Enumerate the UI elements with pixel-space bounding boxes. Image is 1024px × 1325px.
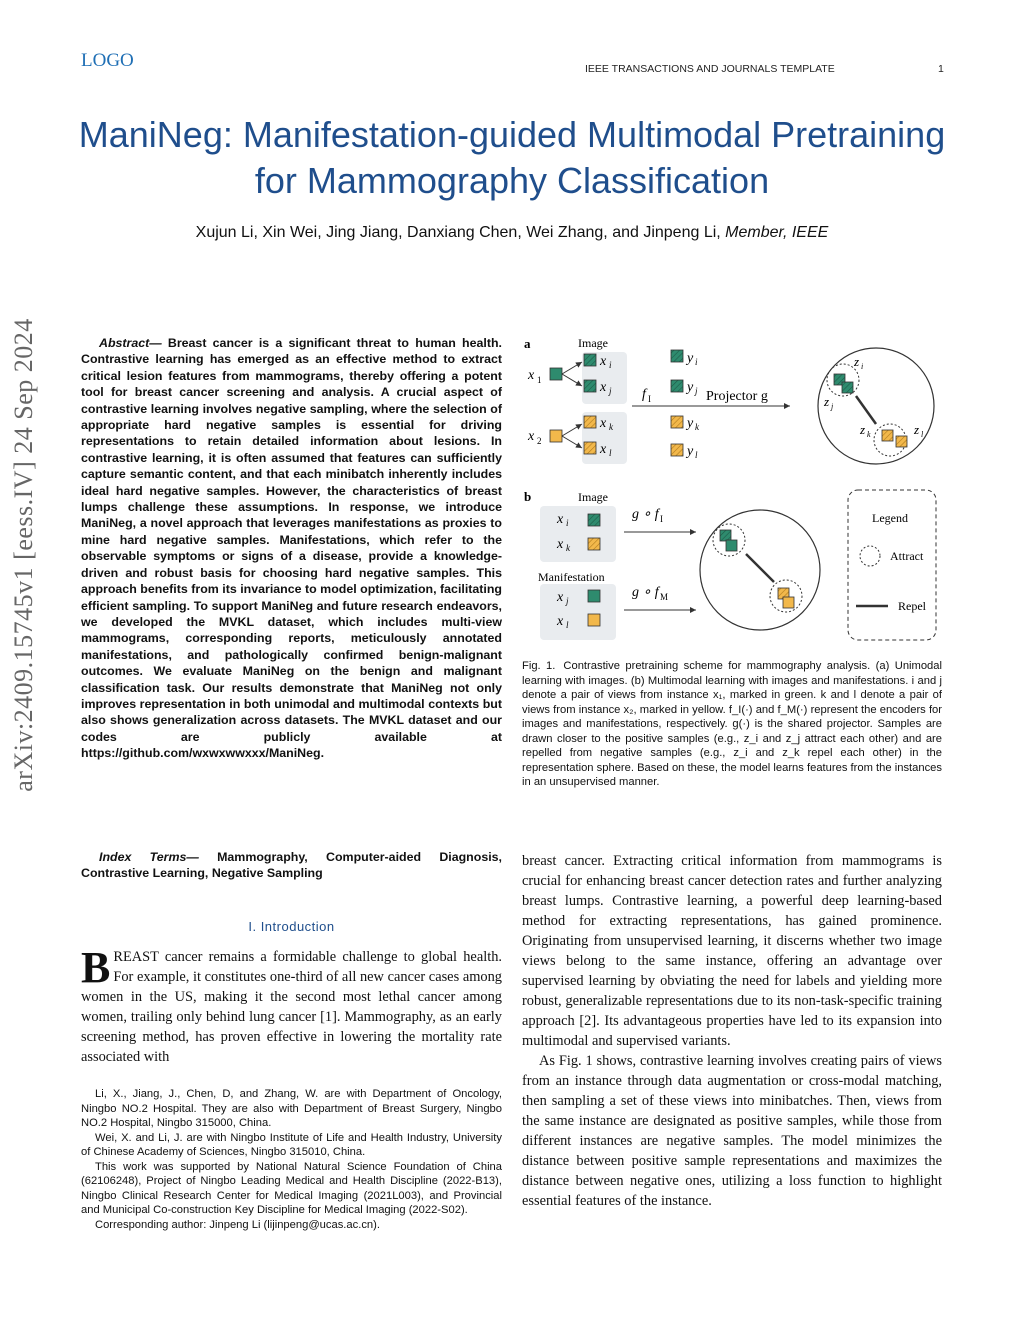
svg-text:x: x [528, 368, 535, 383]
abstract [81, 335, 502, 762]
svg-text:i: i [861, 362, 864, 371]
index-terms [81, 849, 502, 882]
svg-text:x: x [557, 590, 564, 605]
author-membership: Member, IEEE [725, 224, 829, 241]
svg-text:I: I [648, 394, 651, 404]
intro-paragraph [81, 943, 502, 1067]
compose-manifestation-label: g ∘ f [632, 585, 659, 600]
footnote: Corresponding author: Jinpeng Li (lijinpeng@ucas.ac.cn). [95, 1218, 380, 1231]
abstract-label: Abstract— [99, 336, 162, 350]
svg-text:x: x [600, 442, 607, 457]
index-terms-label: Index Terms— [99, 850, 199, 864]
footnotes [81, 1087, 502, 1232]
svg-text:j: j [609, 386, 612, 396]
author-names: Xujun Li, Xin Wei, Jing Jiang, Danxiang Chen, Wei Zhang, and Jinpeng Li, [195, 224, 721, 241]
svg-text:i: i [695, 357, 698, 367]
figure-1-diagram [520, 334, 946, 659]
svg-text:x: x [557, 614, 564, 629]
figure-1 [520, 334, 946, 659]
abstract-text: Breast cancer is a significant threat to human health. Contrastive learning has emerged as an effective method to extract critical lesion features from mammograms, thereby offering a potent tool for breast cancer screening and analysis. A crucial aspect of contrastive learning involves negative sampling, where the selection of appropriate hard negative samples is essential for driving representations to retain detailed information about lesions. In contrastive learning, it is often assumed that features can sufficiently capture semantic content, and that each minibatch inherently includes ideal hard negative samples. However, the characteristics of breast lumps challenge these assumptions. In response, we introduce ManiNeg, a novel approach that leverages manifestations as proxies to mine hard negative samples. Manifestations, which refer to the observable symptoms or signs of a disease, provide a knowledge-driven and robust basis for choosing hard negative samples. This approach benefits from its invariance to model optimization, facilitating efficient sampling. To support ManiNeg and future research endeavors, we developed the MVKL dataset, which includes multi-view mammograms, corresponding reports, meticulously annotated manifestations, and pathologically confirmed benign-malignant outcomes. We evaluate ManiNeg on the benign and malignant classification task. Our results demonstrate that ManiNeg not only improves representation in both unimodal and multimodal contexts but also shows generalization across datasets. The MVKL dataset and our codes are publicly available at https://github.com/wxwxwwxxx/ManiNeg. [81, 336, 502, 761]
svg-text:z: z [860, 422, 866, 437]
right-column-body [522, 851, 942, 1211]
arxiv-stamp-text: arXiv:2409.15745v1 [eess.IV] 24 Sep 2024 [9, 318, 38, 792]
intro-continued: breast cancer. Extracting critical information from mammograms is crucial for enhancing breast cancer detection rates and further analyzing breast lumps. Contrastive learning, a powerful deep learning-based method for extracting representations, has gained prominence. Originating from unsupervised learning, it discerns whether two image views belong to the same instance, offering an advantage over supervised learning by obviating the need for labels and yielding more robust, generalizable representations due to its non-task-specific training approach [2]. Its advantageous properties have led to its expansion into multimodal and supervised variants. [522, 853, 942, 1049]
svg-text:k: k [867, 430, 871, 439]
author-list [60, 224, 964, 242]
svg-text:2: 2 [537, 436, 542, 446]
svg-text:x: x [600, 354, 607, 369]
svg-text:1: 1 [537, 375, 542, 385]
paper-title: ManiNeg: Manifestation-guided Multimodal Pretraining for Mammography Classification [78, 114, 946, 201]
footnote: Li, X., Jiang, J., Chen, D, and Zhang, W. are with Department of Oncology, Ningbo NO.2 Hospital. They are also with Department of Breast Surgery, Ningbo NO.2 Hospital, Ningbo 315000, China. [81, 1088, 502, 1129]
manifestation-label: Manifestation [538, 570, 605, 584]
intro-paragraph-2: As Fig. 1 shows, contrastive learning involves creating pairs of views from an instance through data augmentation or cross-modal matching, then sampling a set of these views into minibatches. Then, views from the same instance are designated as positive samples, while those from different instances are negative samples. The model minimizes the distance between positive sample representations and maximizes the distance between negative ones, utilizing a loss function to highlight essential features of the instance. [522, 1053, 942, 1209]
index-terms-text: Mammography, Computer-aided Diagnosis, Contrastive Learning, Negative Sampling [81, 850, 502, 881]
running-head: IEEE TRANSACTIONS AND JOURNALS TEMPLATE [585, 63, 835, 75]
svg-text:y: y [687, 444, 694, 459]
svg-text:j: j [566, 596, 569, 606]
encoder-f-label: f [642, 387, 646, 402]
projector-label: Projector g [706, 389, 768, 404]
compose-image-label: g ∘ f [632, 507, 659, 522]
journal-logo: LOGO [81, 50, 134, 71]
svg-text:x: x [557, 512, 564, 527]
figure-caption [522, 659, 942, 790]
svg-text:l: l [921, 430, 924, 439]
svg-text:k: k [566, 543, 570, 553]
panel-a-image-label: Image [578, 336, 608, 350]
svg-text:l: l [609, 448, 612, 458]
panel-b-label: b [524, 489, 532, 504]
page-number: 1 [938, 63, 944, 75]
svg-text:l: l [566, 620, 569, 630]
panel-b-image-label: Image [578, 490, 608, 504]
footnote: Wei, X. and Li, J. are with Ningbo Institute of Life and Health Industry, University of Chinese Academy of Sciences, Ningbo 315010, China. [81, 1131, 502, 1158]
drop-cap: B [81, 943, 111, 992]
svg-text:l: l [695, 450, 698, 460]
svg-text:z: z [914, 422, 920, 437]
caption-label: Fig. 1. [522, 660, 556, 672]
svg-text:I: I [660, 514, 663, 524]
svg-text:i: i [609, 360, 612, 370]
svg-text:x: x [600, 380, 607, 395]
svg-text:i: i [566, 518, 569, 528]
svg-text:z: z [824, 394, 830, 409]
section-heading: I. Introduction [248, 919, 335, 934]
svg-text:k: k [695, 422, 699, 432]
svg-text:k: k [609, 422, 613, 432]
svg-text:x: x [557, 537, 564, 552]
panel-a-label: a [524, 336, 531, 351]
svg-text:j: j [831, 402, 834, 411]
intro-text: REAST cancer remains a formidable challenge to global health. For example, it constitutes one-third of all new cancer cases among women in the US, making it the second most lethal cancer among women, trailing only behind lung cancer [1]. Mammography, as an early screening method, has proven effective in lowering the mortality rate associated with [81, 949, 502, 1065]
svg-text:z: z [854, 354, 860, 369]
svg-text:y: y [687, 416, 694, 431]
legend-title: Legend [872, 511, 908, 525]
svg-text:x: x [600, 416, 607, 431]
caption-text: Contrastive pretraining scheme for mammography analysis. (a) Unimodal learning with images. (b) Multimodal learning with images and manifestations. i and j denote a pair of views from instance x₁, marked in green. k and l denote a pair of views from instance x₂, marked in yellow. f_I(·) and f_M(·) represent the encoders for images and manifestations, respectively. g(·) is the shared projector. Samples are drawn closer to the positive samples (e.g., z_i and z_j attract each other) and are repelled from negative samples (e.g., z_i and z_k repel each other) in the representation sphere. Based on these, the model learns features from the instances in an unsupervised manner. [522, 660, 942, 788]
svg-text:j: j [695, 386, 698, 396]
legend-repel: Repel [898, 599, 926, 613]
arxiv-stamp [4, 140, 44, 960]
svg-text:x: x [528, 429, 535, 444]
footnote: This work was supported by National Natural Science Foundation of China (62106248), Project of Ningbo Leading Medical and Health Discipline (2022-B13), Ningbo Clinical Research Center for Medical Imaging (2021L003), and Provincial and Municipal Co-construction Key Discipline for Medical Imaging (2022-S02). [81, 1160, 502, 1216]
svg-text:y: y [687, 380, 694, 395]
svg-text:y: y [687, 351, 694, 366]
legend-attract: Attract [890, 549, 924, 563]
svg-text:M: M [660, 592, 669, 602]
